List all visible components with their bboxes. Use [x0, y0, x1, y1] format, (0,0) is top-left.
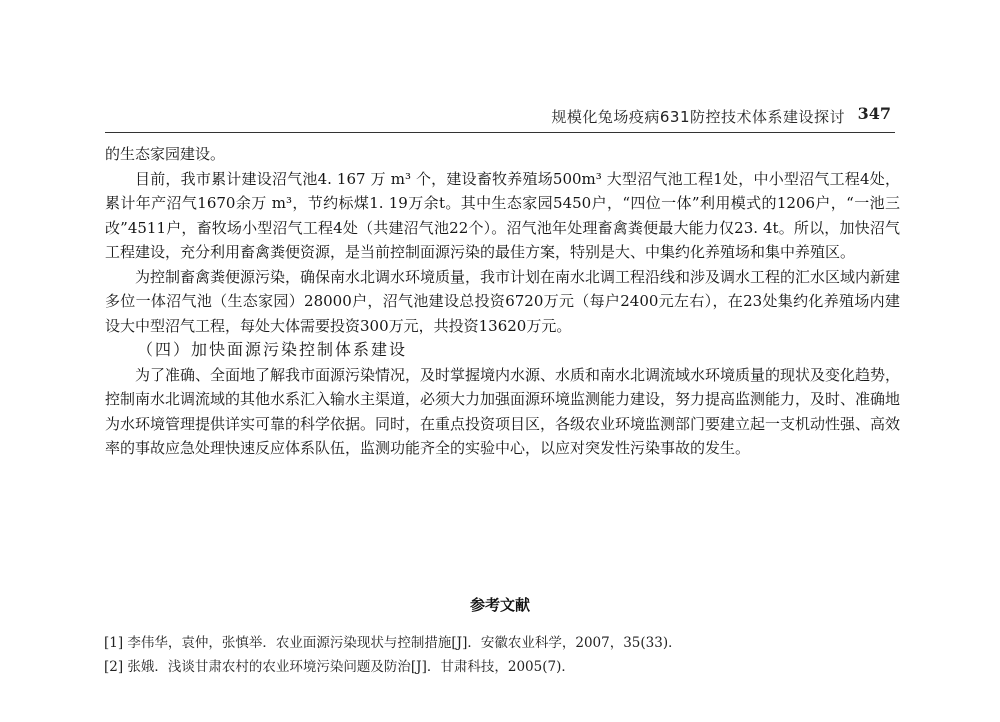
paragraph-continuation: 的生态家园建设。	[105, 145, 226, 163]
paragraph-biogas-status: 目前，我市累计建设沼气池4. 167 万 m³ 个，建设畜牧养殖场500m³ 大型沼气池工程1处，中小型沼气工程4处，累计年产沼气1670余万 m³，节约标煤1. 19万余t。其中生态家园5450户，“四位一体”利用模式的1206户，“一池三改”4511户，畜牧场小型沼气工程4处（共建沼气池22个）。沼气池年处理畜禽粪便最大能力仅23. 4t。所以，加快沼气工程建设，充分利用畜禽粪便资源，是当前控制面源污染的最佳方案，特别是大、中集约化养殖场和集中养殖区。	[105, 169, 900, 261]
paragraph-biogas-plan: 为控制畜禽粪便源污染，确保南水北调水环境质量，我市计划在南水北调工程沿线和涉及调水工程的汇水区域内新建多位一体沼气池（生态家园）28000户，沼气池建设总投资6720万元（每户2400元左右），在23处集约化养殖场内建设大中型沼气工程，每处大体需要投资300万元，共投资13620万元。	[105, 267, 901, 335]
running-title: 规模化兔场疫病631防控技术体系建设探讨	[551, 108, 845, 126]
references-title: 参考文献	[469, 596, 530, 614]
reference-item: [1] 李伟华，袁仲，张慎举．农业面源污染现状与控制措施[J]．安徽农业科学，2007，35(33)．	[104, 635, 682, 651]
body-text	[105, 142, 900, 461]
page-number: 347	[857, 104, 891, 123]
header-divider	[105, 132, 895, 133]
references-list	[104, 631, 894, 679]
section-heading: （四）加快面源污染控制体系建设	[137, 340, 408, 359]
paragraph-monitoring: 为了准确、全面地了解我市面源污染情况，及时掌握境内水源、水质和南水北调流域水环境质量的现状及变化趋势，控制南水北调流域的其他水系汇入输水主渠道，必须大力加强面源环境监测能力建设，努力提高监测能力，及时、准确地为水环境管理提供详实可靠的科学依据。同时，在重点投资项目区，各级农业环境监测部门要建立起一支机动性强、高效率的事故应急处理快速反应体系队伍，监测功能齐全的实验中心，以应对突发性污染事故的发生。	[105, 365, 901, 457]
reference-item: [2] 张娥．浅谈甘肃农村的农业环境污染问题及防治[J]．甘肃科技，2005(7)．	[104, 659, 575, 675]
running-header	[105, 100, 895, 130]
